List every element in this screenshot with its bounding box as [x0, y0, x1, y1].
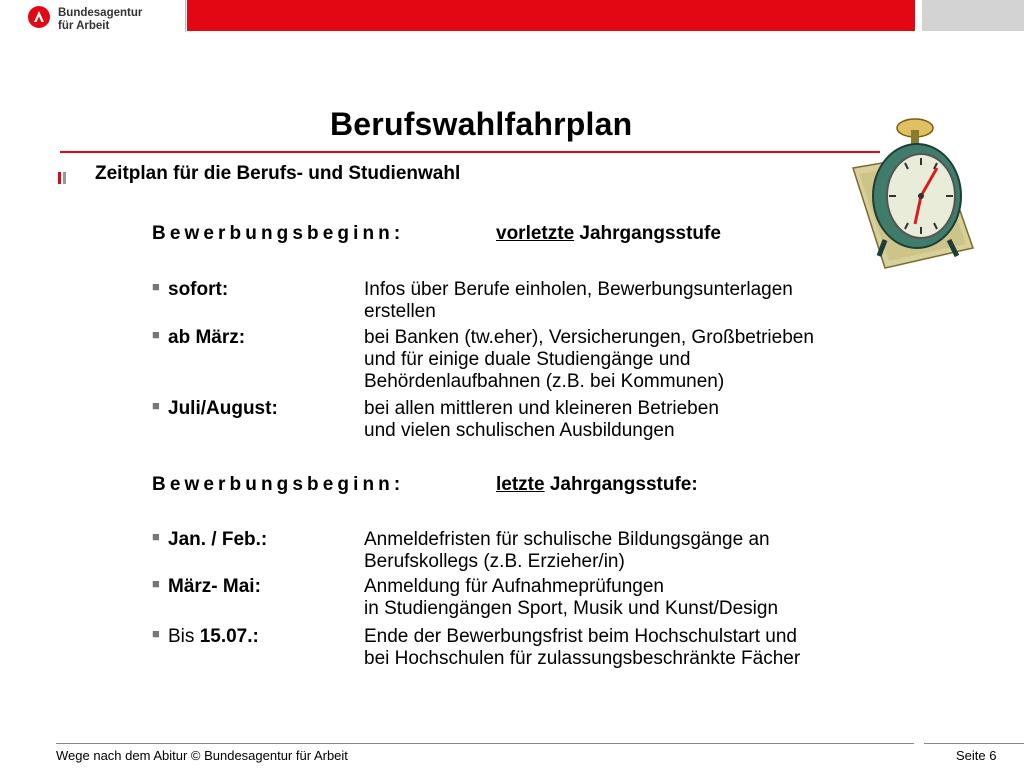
bullet-icon: ■ — [152, 626, 160, 641]
item-text: Anmeldung für Aufnahmeprüfungen in Studiengängen Sport, Musik und Kunst/Design — [364, 576, 779, 619]
item-text: Ende der Bewerbungsfrist beim Hochschulstart und bei Hochschulen für zulassungsbeschränkte Fächer — [364, 626, 801, 669]
header-red-bar — [187, 0, 915, 31]
header-grey-bar — [922, 0, 1024, 31]
logo — [28, 6, 178, 34]
section-heading-underlined: letzte — [496, 474, 545, 495]
section-heading-label: Bewerbungsbeginn: — [152, 474, 405, 495]
item-text: Infos über Berufe einholen, Bewerbungsunterlagen erstellen — [364, 279, 793, 322]
footer-text: Wege nach dem Abitur © Bundesagentur für Arbeit — [56, 748, 348, 763]
item-label-prefix: Bis — [168, 626, 200, 647]
logo-line-1: Bundesagentur — [58, 7, 143, 19]
section-heading-label: Bewerbungsbeginn: — [152, 223, 405, 244]
bullet-icon: ■ — [152, 529, 160, 544]
item-label: März- Mai: — [168, 576, 261, 597]
page-title: Berufswahlfahrplan — [330, 106, 633, 142]
item-label: ab März: — [168, 327, 246, 348]
item-label: sofort: — [168, 279, 229, 300]
item-text: Anmeldefristen für schulische Bildungsgänge an Berufskollegs (z.B. Erzieher/in) — [364, 529, 770, 572]
page-number: Seite 6 — [956, 748, 997, 763]
item-label: Jan. / Feb.: — [168, 529, 268, 550]
header-divider — [185, 0, 186, 32]
logo-text — [58, 7, 142, 33]
bullet-icon: ■ — [152, 398, 160, 413]
item-label — [168, 626, 259, 648]
section-heading-value — [496, 474, 698, 496]
section-heading-value — [496, 223, 721, 245]
section-heading-rest: Jahrgangsstufe — [574, 223, 721, 244]
item-text: bei Banken (tw.eher), Versicherungen, Großbetrieben und für einige duale Studiengänge und Behördenlaufbahnen (z.B. bei Kommunen) — [364, 327, 814, 392]
item-text: bei allen mittleren und kleineren Betrieben und vielen schulischen Ausbildungen — [364, 398, 719, 441]
section-heading-1 — [152, 223, 721, 245]
bullet-icon: ■ — [152, 279, 160, 294]
section-heading-2 — [152, 474, 698, 496]
title-underline — [60, 151, 880, 153]
section-heading-underlined: vorletzte — [496, 223, 575, 244]
footer-divider-right — [924, 743, 1024, 744]
alarm-clock-icon — [845, 108, 985, 278]
bullet-icon: ■ — [152, 576, 160, 591]
item-label-date: 15.07.: — [199, 626, 259, 647]
bundesagentur-logo-icon — [28, 6, 50, 28]
subtitle: Zeitplan für die Berufs- und Studienwahl — [95, 163, 461, 184]
section-heading-rest: Jahrgangsstufe: — [544, 474, 698, 495]
subtitle-bullet-icon — [58, 172, 66, 184]
footer-divider-left — [56, 743, 914, 744]
item-label: Juli/August: — [168, 398, 278, 419]
bullet-icon: ■ — [152, 327, 160, 342]
logo-line-2: für Arbeit — [58, 20, 110, 32]
